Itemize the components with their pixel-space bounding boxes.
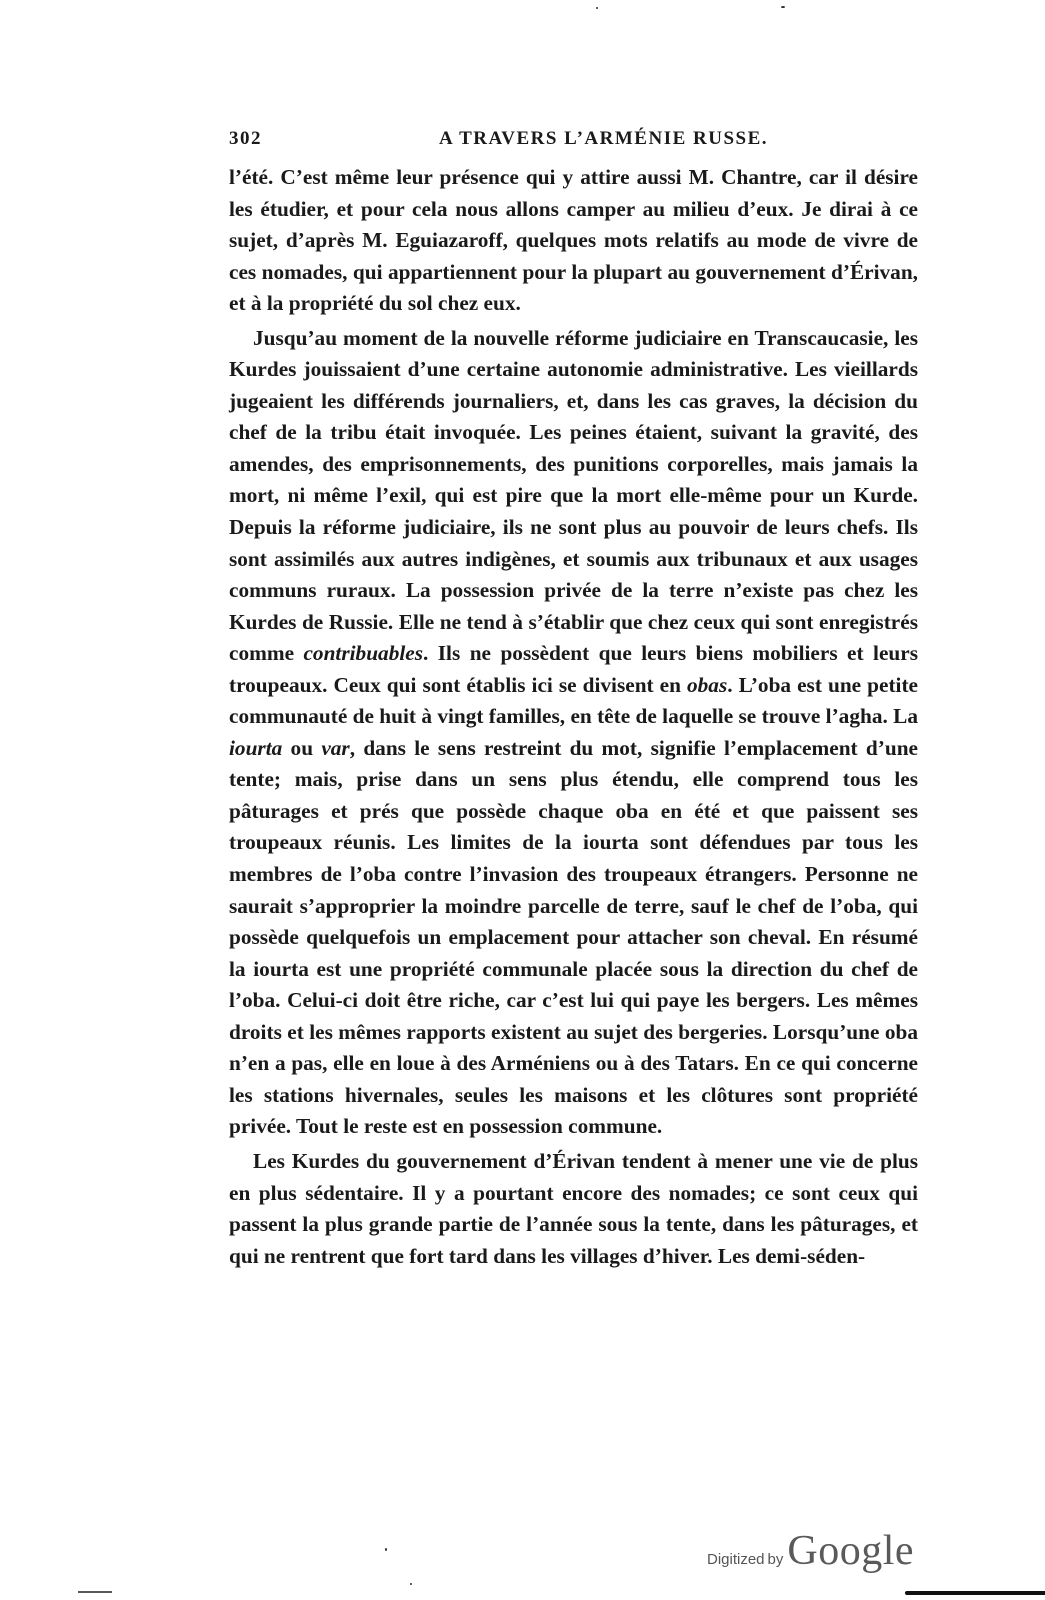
google-logo: Google <box>787 1528 915 1574</box>
text-run: Jusqu’au moment de la nouvelle réforme judiciaire en Transcaucasie, les Kurdes jouissaient d’une certaine autonomie administrative. Les vieillards jugeaient les différends journaliers, et, dans les cas graves, la décision du chef de la tribu était invoquée. Les peines étaient, suivant la gravité, des amendes, des emprisonnements, des punitions corporelles, mais jamais la mort, ni même l’exil, qui est pire que la mort elle-même pour un Kurde. Depuis la réforme judiciaire, ils ne sont plus au pouvoir de leurs chefs. Ils sont assimilés aux autres indigènes, et soumis aux tribunaux et aux usages communs ruraux. La possession privée de la terre n’existe pas chez les Kurdes de Russie. Elle ne tend à s’établir que chez ceux qui sont enregistrés comme <box>229 325 918 666</box>
google-digitized-watermark <box>707 1527 914 1577</box>
italic-term: iourta <box>229 735 283 760</box>
text-run: , dans le sens restreint du mot, signifie l’emplacement d’une tente; mais, prise dans un sens plus étendu, elle comprend tous les pâturages et prés que possède chaque oba en été et que paissent ses troupeaux réunis. Les limites de la iourta sont défendues par tous les membres de l’oba contre l’invasion des troupeaux étrangers. Personne ne saurait s’approprier la moindre parcelle de terre, sauf le chef de l’oba, qui possède quelquefois un emplacement pour attacher son cheval. En résumé la iourta est une propriété communale placée sous la direction du chef de l’oba. Celui-ci doit être riche, car c’est lui qui paye les bergers. Les mêmes droits et les mêmes rapports existent au sujet des bergeries. Lorsqu’une oba n’en a pas, elle en loue à des Arméniens ou à des Tatars. En ce qui concerne les stations hivernales, seules les maisons et les clôtures sont propriété privée. Tout le reste est en possession commune. <box>229 735 918 1139</box>
italic-term: contribuables <box>303 641 423 666</box>
page-number: 302 <box>229 128 262 149</box>
running-title: A TRAVERS L’ARMÉNIE RUSSE. <box>439 128 769 149</box>
text-run: l’été. C’est même leur présence qui y attire aussi M. Chantre, car il désire les étudier, et pour cela nous allons camper au milieu d’eux. Je dirai à ce sujet, d’après M. Eguiazaroff, quelques mots relatifs au mode de vivre de ces nomades, qui appartiennent pour la plupart au gouvernement d’Érivan, et à la propriété du sol chez eux. <box>229 165 918 316</box>
italic-term: obas <box>687 672 728 697</box>
text-run: . L’oba est une petite communauté de huit à vingt familles, en tête de laquelle se trouve l’agha. La <box>229 672 918 729</box>
paragraph <box>229 162 918 320</box>
scan-speck <box>385 1548 387 1551</box>
scan-speck <box>410 1583 412 1585</box>
scan-edge-mark <box>905 1591 1045 1595</box>
digitized-label: Digitized <box>707 1551 765 1568</box>
running-head <box>229 128 918 154</box>
paragraph <box>229 1146 918 1272</box>
paragraph <box>229 323 918 1143</box>
text-run: Les Kurdes du gouvernement d’Érivan tendent à mener une vie de plus en plus sédentaire. Il y a pourtant encore des nomades; ce sont ceux qui passent la plus grande partie de l’année sous la tente, dans les pâturages, et qui ne rentrent que fort tard dans les villages d’hiver. Les demi-séden- <box>229 1148 918 1268</box>
text-run: . Ils ne possèdent que leurs biens mobiliers et leurs troupeaux. Ceux qui sont établis ici se divisent en <box>229 641 919 697</box>
italic-term: var <box>321 735 350 760</box>
scan-speck <box>781 6 785 8</box>
body-text <box>229 162 918 1272</box>
by-label: by <box>767 1551 784 1568</box>
scan-speck <box>596 7 598 9</box>
scan-edge-mark <box>78 1591 112 1593</box>
text-run: ou <box>282 735 322 760</box>
